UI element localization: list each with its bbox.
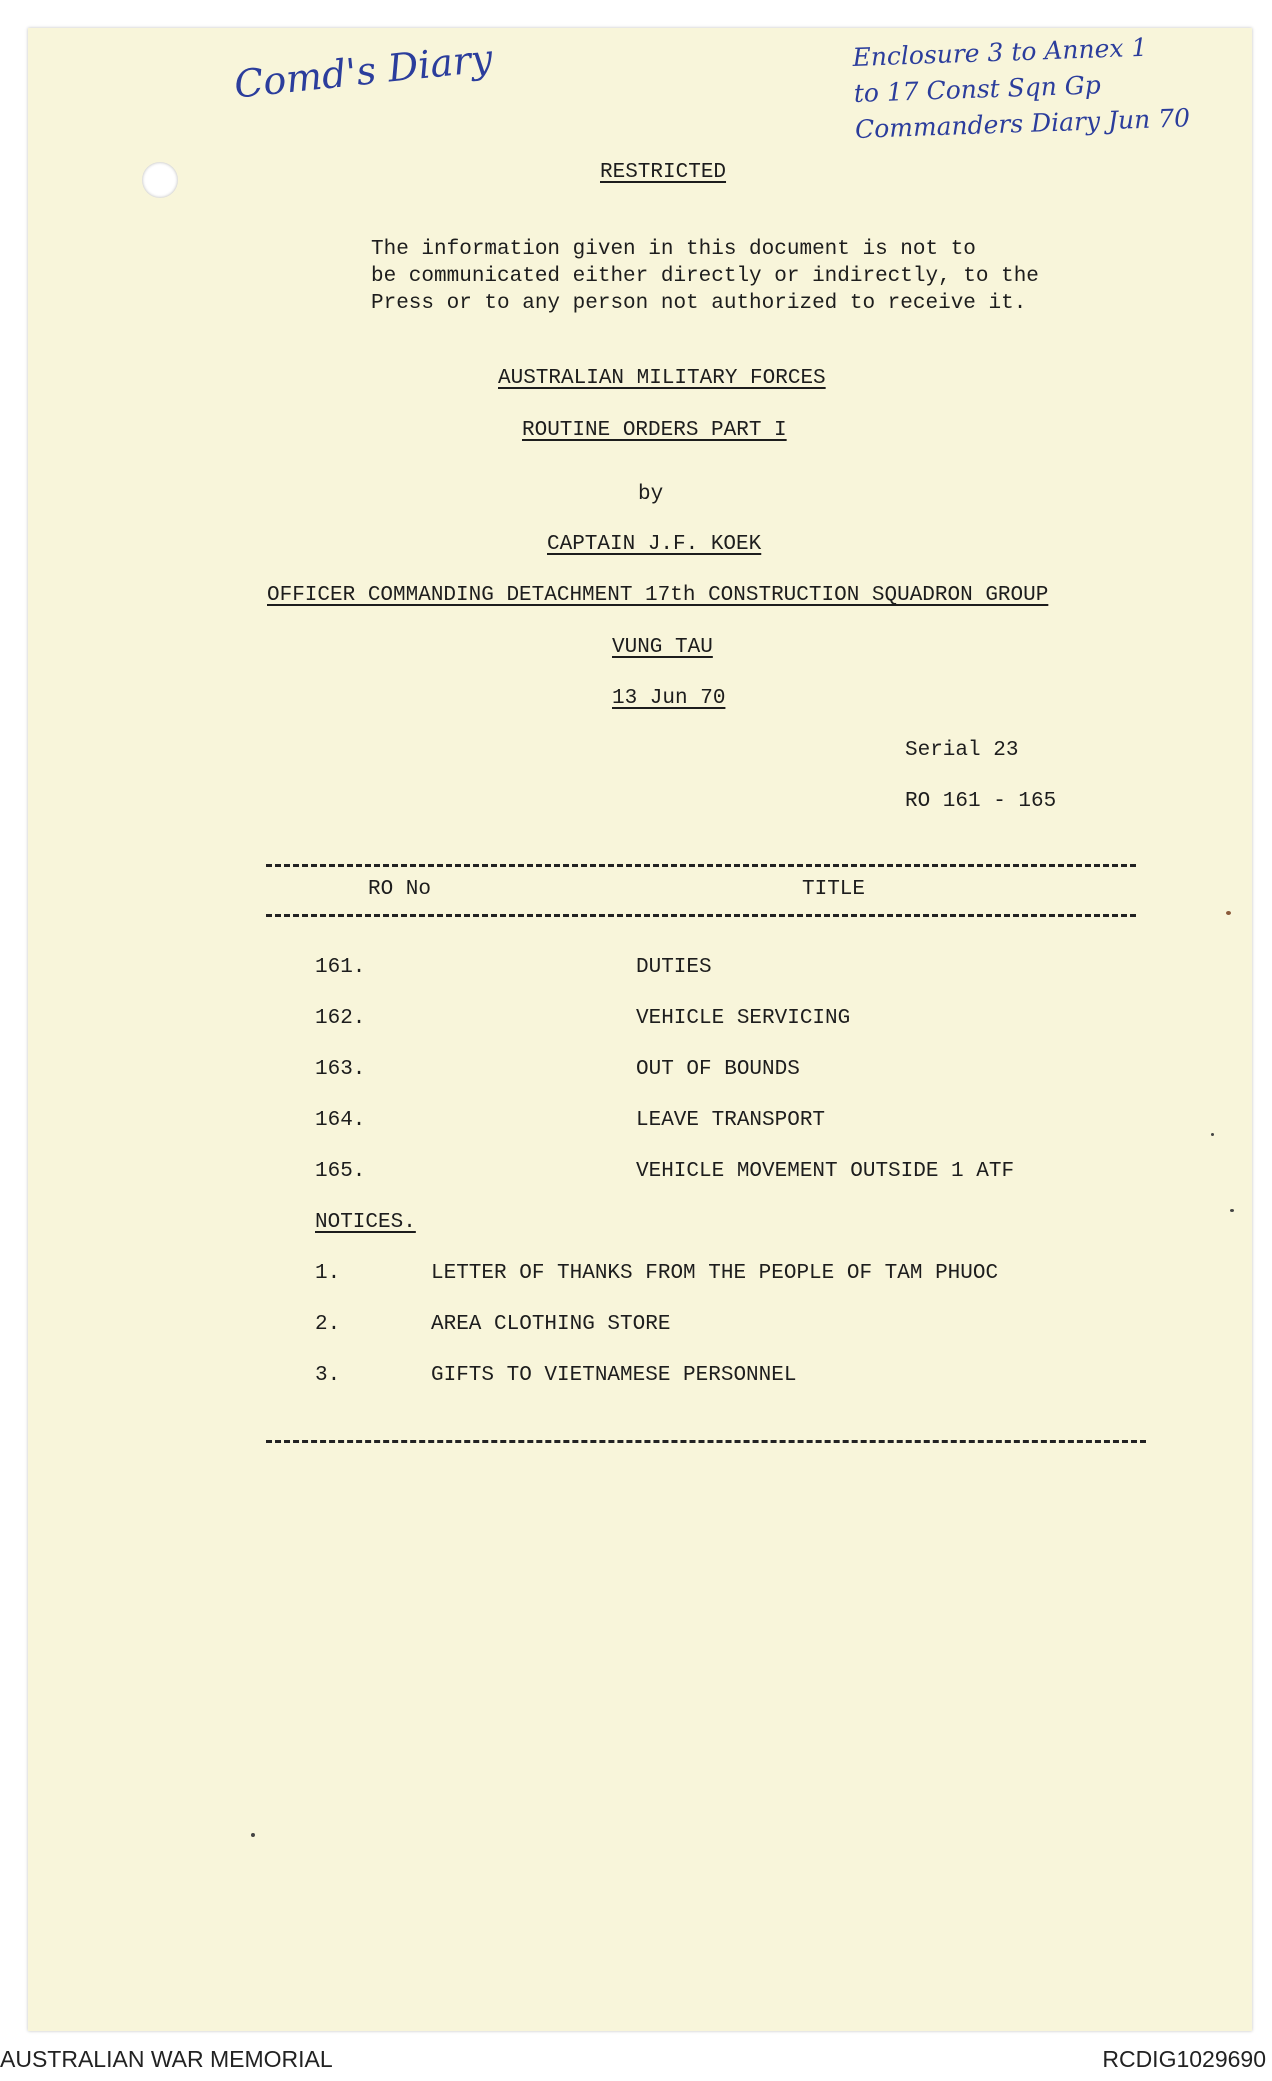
ro-title: VEHICLE MOVEMENT OUTSIDE 1 ATF <box>636 1160 1015 1183</box>
table-top-rule <box>266 864 1136 867</box>
forces-heading: AUSTRALIAN MILITARY FORCES <box>498 367 826 390</box>
captain-name: CAPTAIN J.F. KOEK <box>547 533 762 556</box>
ro-number: 164. <box>315 1109 366 1132</box>
paper-mark <box>1230 1209 1234 1212</box>
handwritten-note-right <box>852 30 1191 150</box>
warning-paragraph <box>371 236 1039 317</box>
classification-label: RESTRICTED <box>600 161 727 184</box>
paper-mark <box>251 1833 255 1837</box>
warning-line: be communicated either directly or indirectly, to the <box>371 265 1039 288</box>
ro-number: 163. <box>315 1058 366 1081</box>
notice-title: LETTER OF THANKS FROM THE PEOPLE OF TAM PHUOC <box>431 1262 999 1285</box>
column-header-ro-no: RO No <box>368 878 432 901</box>
ro-number: 161. <box>315 956 366 979</box>
footer-source: AUSTRALIAN WAR MEMORIAL <box>0 2046 333 2072</box>
handwritten-line: to 17 Const Sqn Gp <box>853 70 1102 108</box>
ro-title: LEAVE TRANSPORT <box>636 1109 826 1132</box>
handwritten-line: Enclosure 3 to Annex 1 <box>852 32 1148 72</box>
serial-number: Serial 23 <box>905 739 1019 762</box>
notices-heading: NOTICES. <box>315 1211 416 1234</box>
order-date: 13 Jun 70 <box>612 687 726 710</box>
ro-title: DUTIES <box>636 956 712 979</box>
table-header-rule <box>266 914 1136 917</box>
ro-number: 162. <box>315 1007 366 1030</box>
footer-id: RCDIG1029690 <box>1102 2046 1266 2072</box>
paper-mark <box>1226 911 1231 915</box>
paper-mark <box>1211 1133 1214 1136</box>
officer-title: OFFICER COMMANDING DETACHMENT 17th CONSTRUCTION SQUADRON GROUP <box>267 584 1049 607</box>
bottom-rule <box>266 1440 1146 1443</box>
notice-title: AREA CLOTHING STORE <box>431 1313 671 1336</box>
handwritten-note-left: Comd's Diary <box>232 35 495 107</box>
notice-number: 1. <box>315 1262 341 1285</box>
column-header-title: TITLE <box>802 878 866 901</box>
warning-line: Press or to any person not authorized to receive it. <box>371 292 1027 315</box>
notice-number: 2. <box>315 1313 341 1336</box>
ro-title: OUT OF BOUNDS <box>636 1058 800 1081</box>
orders-heading: ROUTINE ORDERS PART I <box>522 419 787 442</box>
handwritten-line: Commanders Diary Jun 70 <box>854 103 1191 144</box>
ro-range: RO 161 - 165 <box>905 790 1057 813</box>
ro-number: 165. <box>315 1160 366 1183</box>
notice-number: 3. <box>315 1364 341 1387</box>
ro-title: VEHICLE SERVICING <box>636 1007 851 1030</box>
by-text: by <box>638 483 664 506</box>
location: VUNG TAU <box>612 636 713 659</box>
warning-line: The information given in this document is not to <box>371 238 976 261</box>
notice-title: GIFTS TO VIETNAMESE PERSONNEL <box>431 1364 797 1387</box>
punch-hole <box>142 162 178 198</box>
